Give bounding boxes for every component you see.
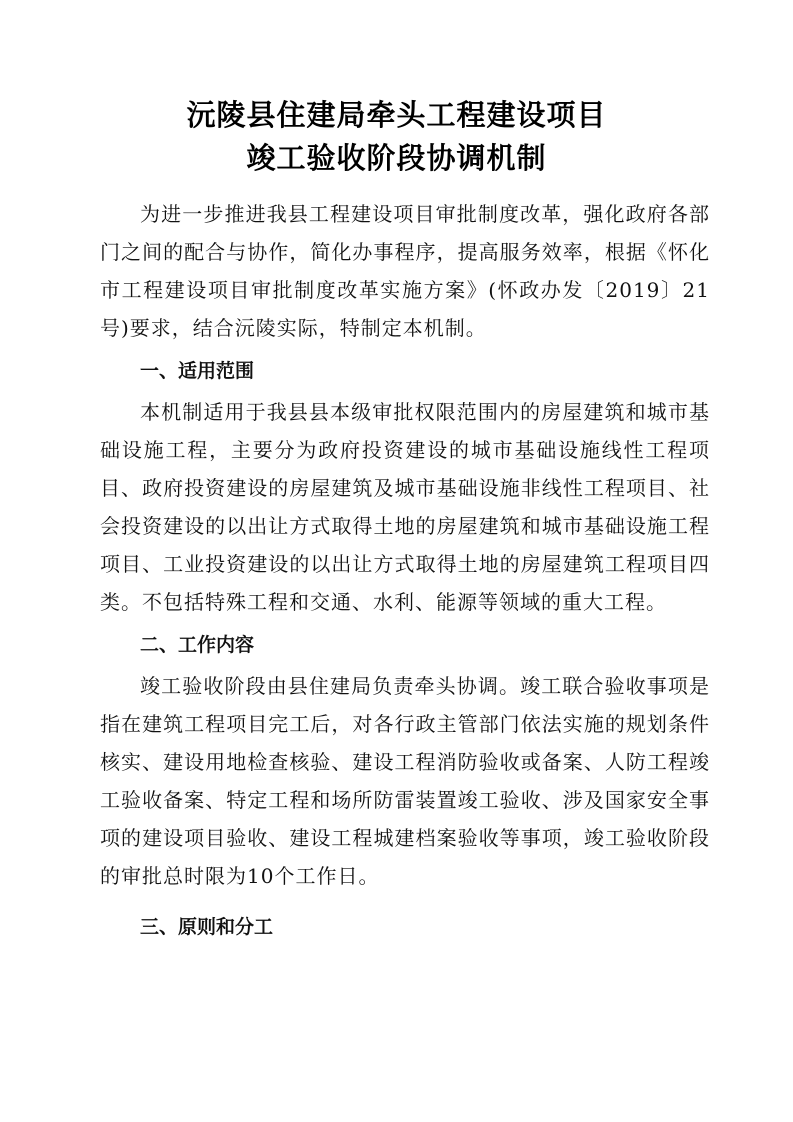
document-title-line-2: 竣工验收阶段协调机制 — [246, 141, 547, 175]
section-heading-scope: 一、适用范围 — [140, 360, 255, 382]
intro-paragraph: 为进一步推进我县工程建设项目审批制度改革，强化政府各部门之间的配合与协作，简化办事程序，提高服务效率，根据《怀化市工程建设项目审批制度改革实施方案》(怀政办发〔2019〕21号)要求，结合沅陵实际，特制定本机制。 — [100, 202, 710, 340]
section-body-scope: 本机制适用于我县县本级审批权限范围内的房屋建筑和城市基础设施工程，主要分为政府投资建设的城市基础设施线性工程项目、政府投资建设的房屋建筑及城市基础设施非线性工程项目、社会投资建设的以出让方式取得土地的房屋建筑和城市基础设施工程项目、工业投资建设的以出让方式取得土地的房屋建筑工程项目四类。不包括特殊工程和交通、水利、能源等领域的重大工程。 — [100, 400, 710, 614]
section-body-work-content: 竣工验收阶段由县住建局负责牵头协调。竣工联合验收事项是指在建筑工程项目完工后，对各行政主管部门依法实施的规划条件核实、建设用地检查核验、建设工程消防验收或备案、人防工程竣工验收备案、特定工程和场所防雷装置竣工验收、涉及国家安全事项的建设项目验收、建设工程城建档案验收等事项，竣工验收阶段的审批总时限为10个工作日。 — [100, 674, 710, 888]
section-heading-principles: 三、原则和分工 — [140, 916, 274, 938]
document-title-line-1: 沅陵县住建局牵头工程建设项目 — [186, 98, 607, 132]
document-body — [100, 195, 710, 947]
section-heading-work-content: 二、工作内容 — [140, 634, 255, 656]
